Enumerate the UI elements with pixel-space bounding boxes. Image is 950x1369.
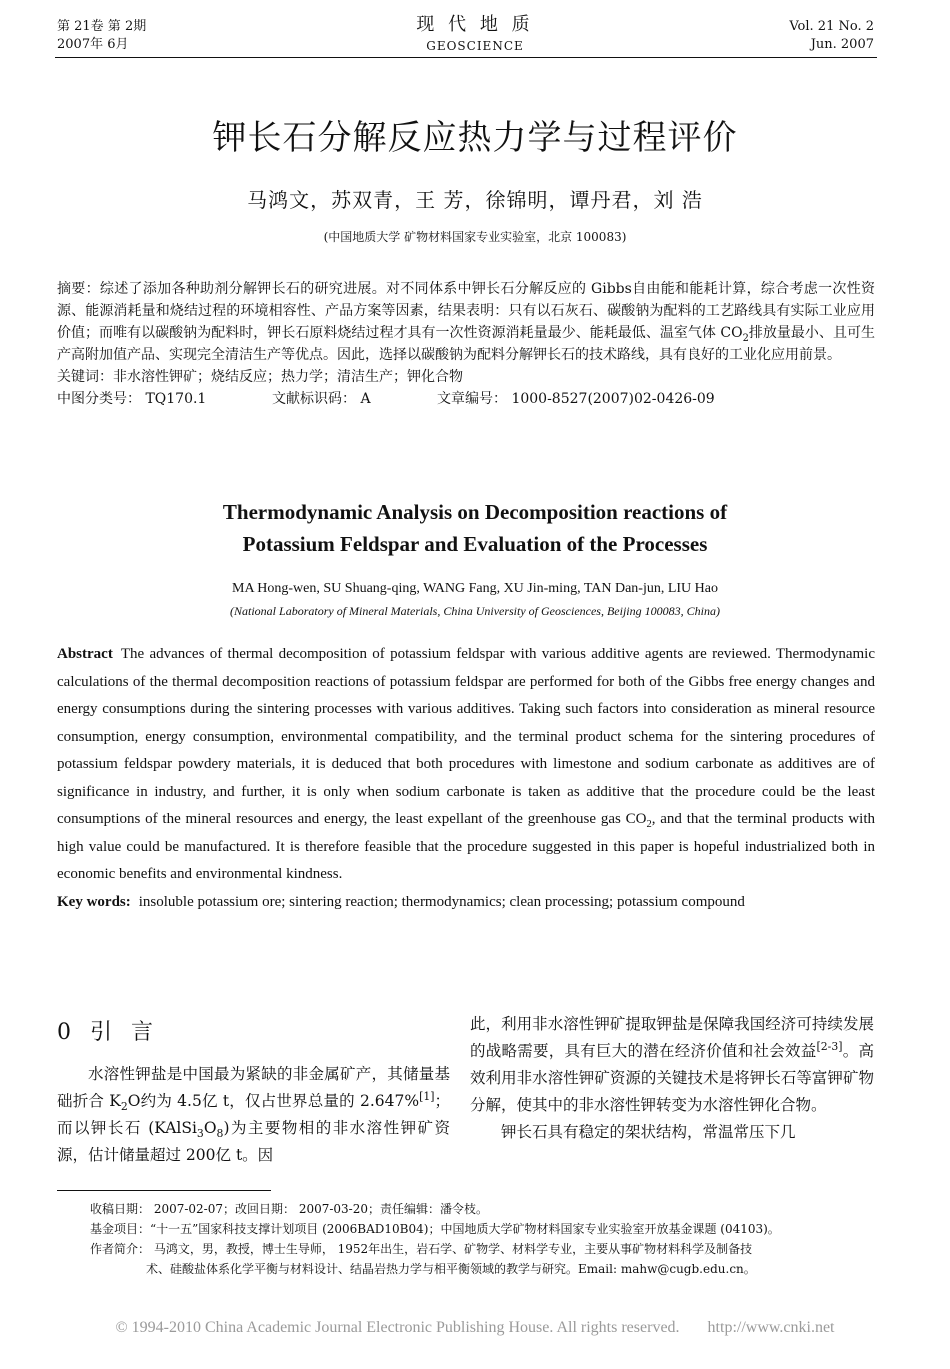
document-code: 文献标识码： A bbox=[272, 391, 371, 407]
section-heading: 0 引 言 bbox=[57, 1020, 159, 1045]
header-date-cn: 2007年 6月 bbox=[57, 37, 129, 52]
header-rule bbox=[55, 57, 877, 58]
keywords-en-label: Key words: bbox=[57, 893, 131, 910]
header-volume-en: Vol. 21 No. 2 bbox=[789, 19, 874, 34]
paper-title-cn: 钾长石分解反应热力学与过程评价 bbox=[212, 118, 738, 158]
journal-name-en: GEOSCIENCE bbox=[426, 39, 524, 53]
keywords-en: Key words: insoluble potassium ore; sintering reaction; thermodynamics; clean processing; potassium compound bbox=[57, 893, 745, 910]
affiliation-en: (National Laboratory of Mineral Materials, China University of Geosciences, Beijing 100083, China) bbox=[230, 604, 720, 618]
cnki-url: http://www.cnki.net bbox=[707, 1319, 835, 1336]
body-column-right bbox=[470, 1011, 874, 1146]
journal-name-cn: 现 代 地 质 bbox=[416, 14, 534, 35]
body-column-left bbox=[57, 1061, 450, 1169]
footnote-received: 收稿日期： 2007-02-07；改回日期： 2007-03-20；责任编辑：潘令枝。 bbox=[90, 1202, 489, 1216]
abstract-en: Abstract The advances of thermal decomposition of potassium feldspar with various additive agents are reviewed. Thermodynamic calculations of the thermal decomposition reactions of potassium feldspar are performed for both of the Gibbs free energy changes and energy consumptions during the sintering processes with various additives. Taking such factors into consideration as mineral resource consumption, energy consumption, environmental compatibility, and the terminal product schema for the sintering procedures of potassium feldspar powdery materials, it is deduced that both procedures with limestone and sodium carbonate as additives are of significance in industry, and further, it is only when sodium carbonate is taken as additive that the procedure could be the least consumptions of the mineral resources and energy, the least expellant of the greenhouse gas $CO_2$, and that the terminal products with high value could be manufactured. It is therefore feasible that the procedure suggested in this paper is hopeful industrialized both in economic benefits and environmental kindness. bbox=[57, 646, 876, 882]
abstract-cn: 摘要：综述了添加各种助剂分解钾长石的研究进展。对不同体系中钾长石分解反应的 Gibbs自由能和能耗计算，综合考虑一次性资源、能源消耗量和烧结过程的环境相容性、产品方案等因素，结果表明：只有以石灰石、碳酸钠为配料的工艺路线具有实际工业应用价值；而唯有以碳酸钠为配料时，钾长石原料烧结过程才具有一次性资源消耗量最少、能耗最低、温室气体 $CO_2$排放量最小、且可生产高附加值产品、实现完全清洁生产等优点。因此，选择以碳酸钠为配料分解钾长石的技术路线，具有良好的工业化应用前景。 bbox=[57, 281, 876, 363]
authors-en: MA Hong-wen, SU Shuang-qing, WANG Fang, XU Jin-ming, TAN Dan-jun, LIU Hao bbox=[232, 581, 718, 596]
copyright-line bbox=[0, 1318, 950, 1338]
clc-code: 中图分类号： TQ170.1 bbox=[57, 391, 207, 407]
body-paragraph: 此，利用非水溶性钾矿提取钾盐是保障我国经济可持续发展的战略需要，具有巨大的潜在经济价值和社会效益[2-3]。高效利用非水溶性钾矿资源的关键技术是将钾长石等富钾矿物分解，使其中的非水溶性钾转变为水溶性钾化合物。 bbox=[470, 1015, 874, 1114]
paper-title-en: Thermodynamic Analysis on Decomposition reactions of Potassium Feldspar and Evaluation of the Processes bbox=[222, 500, 728, 556]
keywords-cn: 关键词：非水溶性钾矿；烧结反应；热力学；清洁生产；钾化合物 bbox=[57, 369, 463, 385]
header-date-en: Jun. 2007 bbox=[810, 37, 874, 52]
keywords-cn-label: 关键词： bbox=[57, 369, 113, 385]
abstract-en-label: Abstract bbox=[57, 646, 113, 662]
citation-ref: [1] bbox=[419, 1089, 435, 1103]
authors-cn: 马鸿文，苏双青，王 芳，徐锦明，谭丹君，刘 浩 bbox=[247, 188, 703, 212]
footnote-rule bbox=[57, 1190, 271, 1191]
citation-ref: [2-3] bbox=[816, 1039, 843, 1053]
footnote-author-cont: 术、硅酸盐体系化学平衡与材料设计、结晶岩热力学与相平衡领域的教学与研究。Email: mahw@cugb.edu.cn。 bbox=[146, 1262, 756, 1276]
copyright-text: © 1994-2010 China Academic Journal Electronic Publishing House. All rights reserved. bbox=[115, 1319, 680, 1336]
footnote-fund: 基金项目：“十一五”国家科技支撑计划项目 (2006BAD10B04)；中国地质大学矿物材料国家专业实验室开放基金课题 (04103)。 bbox=[90, 1222, 780, 1236]
abstract-cn-block bbox=[57, 278, 875, 410]
footnote-author: 作者简介： 马鸿文，男，教授，博士生导师， 1952年出生，岩石学、矿物学、材料学专业，主要从事矿物材料科学及制备技 bbox=[90, 1242, 753, 1256]
footnotes bbox=[90, 1199, 880, 1279]
abstract-en-block bbox=[57, 641, 875, 916]
body-paragraph: 水溶性钾盐是中国最为紧缺的非金属矿产，其储量基础折合 $K_2O$约为 4.5亿 t，仅占世界总量的 2.647%[1]；而以钾长石 $(KAlSi_3O_8)$为主要物相的非水溶性钾矿资源，估计储量超过 200亿 t。因 bbox=[57, 1065, 450, 1164]
affiliation-cn: (中国地质大学 矿物材料国家专业实验室，北京 100083) bbox=[323, 230, 627, 244]
classification-row bbox=[57, 388, 875, 410]
article-number: 文章编号： 1000-8527(2007)02-0426-09 bbox=[437, 391, 715, 407]
abstract-cn-label: 摘要： bbox=[57, 281, 100, 297]
header-volume-cn: 第 21卷 第 2期 bbox=[57, 19, 147, 34]
body-paragraph: 钾长石具有稳定的架状结构，常温常压下几 bbox=[501, 1123, 796, 1141]
